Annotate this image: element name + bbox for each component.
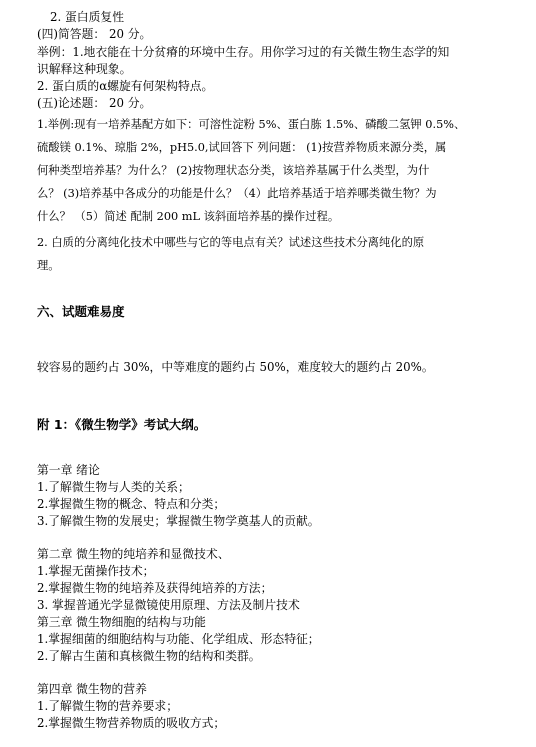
chapter-title: 第三章 微生物细胞的结构与功能 — [37, 615, 206, 629]
chapter-title: 第四章 微生物的营养 — [37, 682, 147, 696]
text-line: 硫酸镁 0.1%、琼脂 2%，pH5.0,试回答下 列问题： (1)按营养物质来源分类，属 — [37, 141, 447, 154]
list-item: 3. 掌握普通光学显微镜使用原理、方法及制片技术 — [37, 598, 300, 612]
text-line: 么？ (3)培养基中各成分的功能是什么？（4）此培养基适于培养哪类微生物？为 — [37, 187, 437, 200]
text-line: 什么？ （5）简述 配制 200 mL 该斜面培养基的操作过程。 — [37, 210, 340, 223]
section-heading: 六、试题难易度 — [37, 304, 125, 319]
list-item: 1.了解微生物的营养要求； — [37, 699, 179, 713]
list-item: 1.了解微生物与人类的关系； — [37, 480, 190, 494]
chapter-title: 第二章 微生物的纯培养和显微技术、 — [37, 547, 230, 561]
text-line: 2. 蛋白质的α螺旋有何架构特点。 — [37, 79, 214, 93]
text-line: 理。 — [37, 259, 60, 272]
text-line: 2. 蛋白质复性 — [50, 10, 124, 24]
chapter-title: 第一章 绪论 — [37, 463, 100, 477]
text-line: 何种类型培养基？为什么？ (2)按物理状态分类，该培养基属于什么类型，为什 — [37, 164, 430, 177]
list-item: 1.掌握无菌操作技术； — [37, 564, 155, 578]
text-line: 1.举例:现有一培养基配方如下：可溶性淀粉 5%、蛋白胨 1.5%、磷酸二氢钾 0.5%、 — [37, 118, 466, 131]
text-line: 识解释这种现象。 — [37, 62, 132, 76]
text-line: 举例：1.地衣能在十分贫瘠的环境中生存。用你学习过的有关微生物生态学的知 — [37, 45, 450, 59]
list-item: 3.了解微生物的发展史；掌握微生物学奠基人的贡献。 — [37, 514, 320, 528]
list-item: 2.了解古生菌和真核微生物的结构和类群。 — [37, 649, 261, 663]
list-item: 1.掌握细菌的细胞结构与功能、化学组成、形态特征； — [37, 632, 320, 646]
list-item: 2.掌握微生物营养物质的吸收方式； — [37, 716, 226, 730]
section-title: (五)论述题： 20 分。 — [37, 96, 152, 110]
text-line: 2. 白质的分离纯化技术中哪些与它的等电点有关？试述这些技术分离纯化的原 — [37, 236, 425, 249]
list-item: 2.掌握微生物的概念、特点和分类； — [37, 497, 226, 511]
section-title: (四)简答题： 20 分。 — [37, 27, 152, 41]
appendix-heading: 附 1：《微生物学》考试大纲。 — [37, 417, 207, 432]
list-item: 2.掌握微生物的纯培养及获得纯培养的方法； — [37, 581, 273, 595]
difficulty-text: 较容易的题约占 30%，中等难度的题约占 50%，难度较大的题约占 20%。 — [37, 360, 434, 374]
